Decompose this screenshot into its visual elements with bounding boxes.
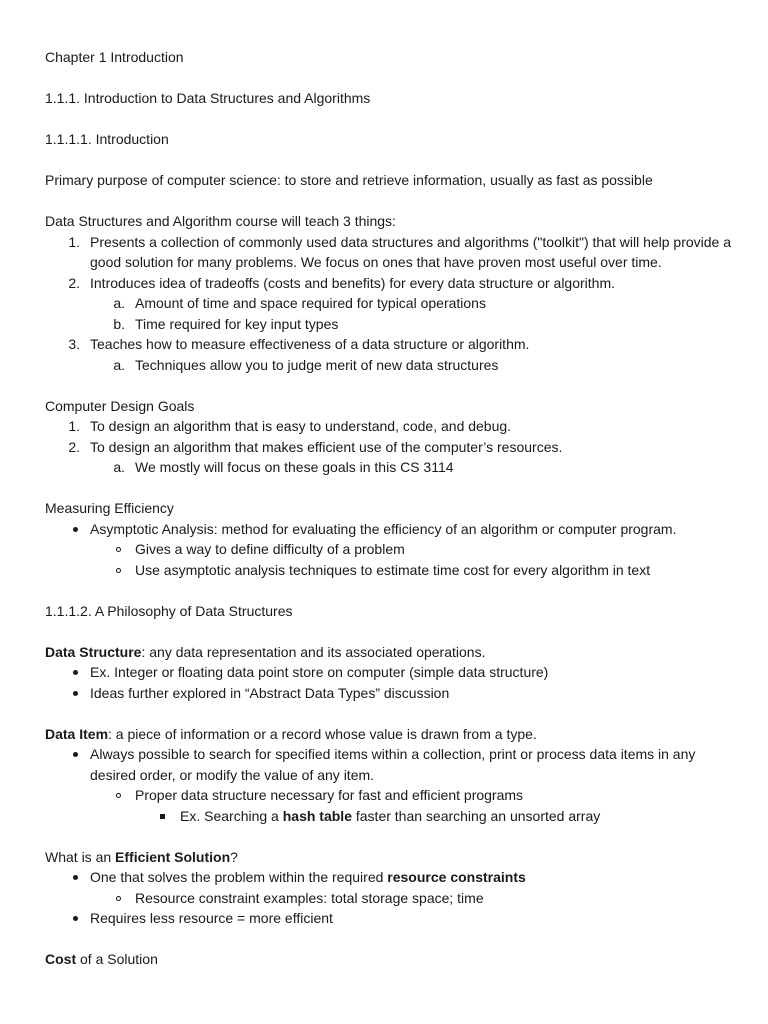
di-item-1a-text: Proper data structure necessary for fast and efficient programs — [135, 787, 524, 803]
bullet-icon — [73, 691, 78, 696]
list-number: 2. — [68, 438, 80, 455]
efficiency-item-1b-text: Use asymptotic analysis techniques to estimate time cost for every algorithm in text — [135, 561, 651, 578]
data-item-term: Data Item — [45, 725, 109, 742]
di-item-1a — [45, 785, 735, 806]
design-goal-2a — [45, 457, 735, 478]
es-post: ? — [230, 848, 238, 865]
efficiency-heading: Measuring Efficiency — [45, 500, 174, 516]
design-goals-heading: Computer Design Goals — [45, 397, 195, 414]
hollow-bullet-icon — [116, 547, 121, 552]
section-heading: 1.1.1. Introduction to Data Structures and Algorithms — [45, 90, 371, 106]
course-item-1 — [45, 232, 735, 253]
bullet-icon — [73, 916, 78, 921]
course-item-3a — [45, 355, 735, 376]
cost-heading — [45, 949, 735, 970]
es-item-2 — [45, 908, 735, 929]
cost-term: Cost — [45, 951, 77, 967]
efficiency-item-1 — [45, 519, 735, 540]
es-pre: What is an — [45, 848, 116, 865]
course-item-2b — [45, 314, 735, 335]
bullet-icon — [73, 752, 78, 757]
list-letter: a. — [113, 295, 125, 311]
list-letter: a. — [113, 356, 125, 373]
subsection-heading: 1.1.1.1. Introduction — [45, 131, 169, 147]
course-item-3-text: Teaches how to measure effectiveness of a data structure or algorithm. — [90, 336, 530, 352]
data-structure-def: : any data representation and its associated operations. — [141, 643, 486, 660]
efficiency-item-1-text: Asymptotic Analysis: method for evaluating the efficiency of an algorithm or computer program. — [90, 520, 677, 537]
document-page — [45, 47, 735, 970]
design-goal-2-text: To design an algorithm that makes efficient use of the computer’s resources. — [90, 438, 563, 455]
course-item-1-text: Presents a collection of commonly used data structures and algorithms ("toolkit") that will help provide a — [90, 233, 732, 250]
course-item-2a — [45, 293, 735, 314]
data-item-definition — [45, 724, 735, 745]
ds-item-2 — [45, 683, 735, 704]
list-number: 1. — [68, 418, 80, 434]
square-bullet-icon — [160, 814, 165, 819]
di-item-1a-i — [45, 806, 735, 827]
ds-item-2-text: Ideas further explored in “Abstract Data Types” discussion — [90, 684, 450, 701]
es-item-2-text: Requires less resource = more efficient — [90, 910, 333, 926]
design-goal-1-text: To design an algorithm that is easy to understand, code, and debug. — [90, 418, 512, 434]
bullet-icon — [73, 527, 78, 532]
di-subsub-post: faster than searching an unsorted array — [351, 807, 601, 824]
es-item-1a-text: Resource constraint examples: total storage space; time — [135, 889, 484, 906]
efficient-solution-term: Efficient Solution — [115, 848, 231, 865]
data-structure-term: Data Structure — [45, 643, 142, 660]
design-goal-2 — [45, 437, 735, 458]
di-item-1-continued: desired order, or modify the value of any item. — [90, 766, 375, 783]
design-goal-2a-text: We mostly will focus on these goals in this CS 3114 — [135, 459, 454, 475]
data-item-def: : a piece of information or a record whose value is drawn from a type. — [108, 725, 537, 742]
course-intro: Data Structures and Algorithm course will teach 3 things: — [45, 213, 396, 229]
hollow-bullet-icon — [116, 793, 121, 798]
di-item-1-text: Always possible to search for specified items within a collection, print or process data items in any — [90, 746, 696, 762]
ds-item-1 — [45, 662, 735, 683]
course-item-2b-text: Time required for key input types — [135, 315, 339, 332]
efficient-solution-question — [45, 847, 735, 868]
course-item-2 — [45, 273, 735, 294]
data-structure-definition — [45, 642, 735, 663]
course-item-3a-text: Techniques allow you to judge merit of new data structures — [135, 356, 499, 373]
philosophy-heading: 1.1.1.2. A Philosophy of Data Structures — [45, 602, 293, 619]
ds-item-1-text: Ex. Integer or floating data point store on computer (simple data structure) — [90, 664, 549, 680]
design-goal-1 — [45, 416, 735, 437]
cost-post: of a Solution — [76, 951, 158, 967]
es-item-1a — [45, 888, 735, 909]
list-number: 2. — [68, 274, 80, 291]
bullet-icon — [73, 670, 78, 675]
list-number: 1. — [68, 233, 80, 250]
efficiency-item-1a-text: Gives a way to define difficulty of a problem — [135, 541, 405, 557]
hollow-bullet-icon — [116, 568, 121, 573]
purpose-paragraph: Primary purpose of computer science: to store and retrieve information, usually as fast as possible — [45, 172, 653, 188]
hash-table-term: hash table — [282, 807, 352, 824]
resource-constraints-term: resource constraints — [387, 869, 526, 885]
efficiency-item-1b — [45, 560, 735, 581]
list-letter: b. — [113, 315, 125, 332]
hollow-bullet-icon — [116, 896, 121, 901]
di-subsub-pre: Ex. Searching a — [180, 807, 283, 824]
course-item-1-continued: good solution for many problems. We focus on ones that have proven most useful over time. — [90, 254, 662, 270]
chapter-title: Chapter 1 Introduction — [45, 49, 184, 65]
course-item-2-text: Introduces idea of tradeoffs (costs and benefits) for every data structure or algorithm. — [90, 274, 616, 291]
list-number: 3. — [68, 336, 80, 352]
es-item-1-pre: One that solves the problem within the required — [90, 869, 388, 885]
course-item-3 — [45, 334, 735, 355]
es-item-1 — [45, 867, 735, 888]
list-letter: a. — [113, 459, 125, 475]
bullet-icon — [73, 875, 78, 880]
course-item-2a-text: Amount of time and space required for typical operations — [135, 295, 486, 311]
di-item-1 — [45, 744, 735, 765]
efficiency-item-1a — [45, 539, 735, 560]
